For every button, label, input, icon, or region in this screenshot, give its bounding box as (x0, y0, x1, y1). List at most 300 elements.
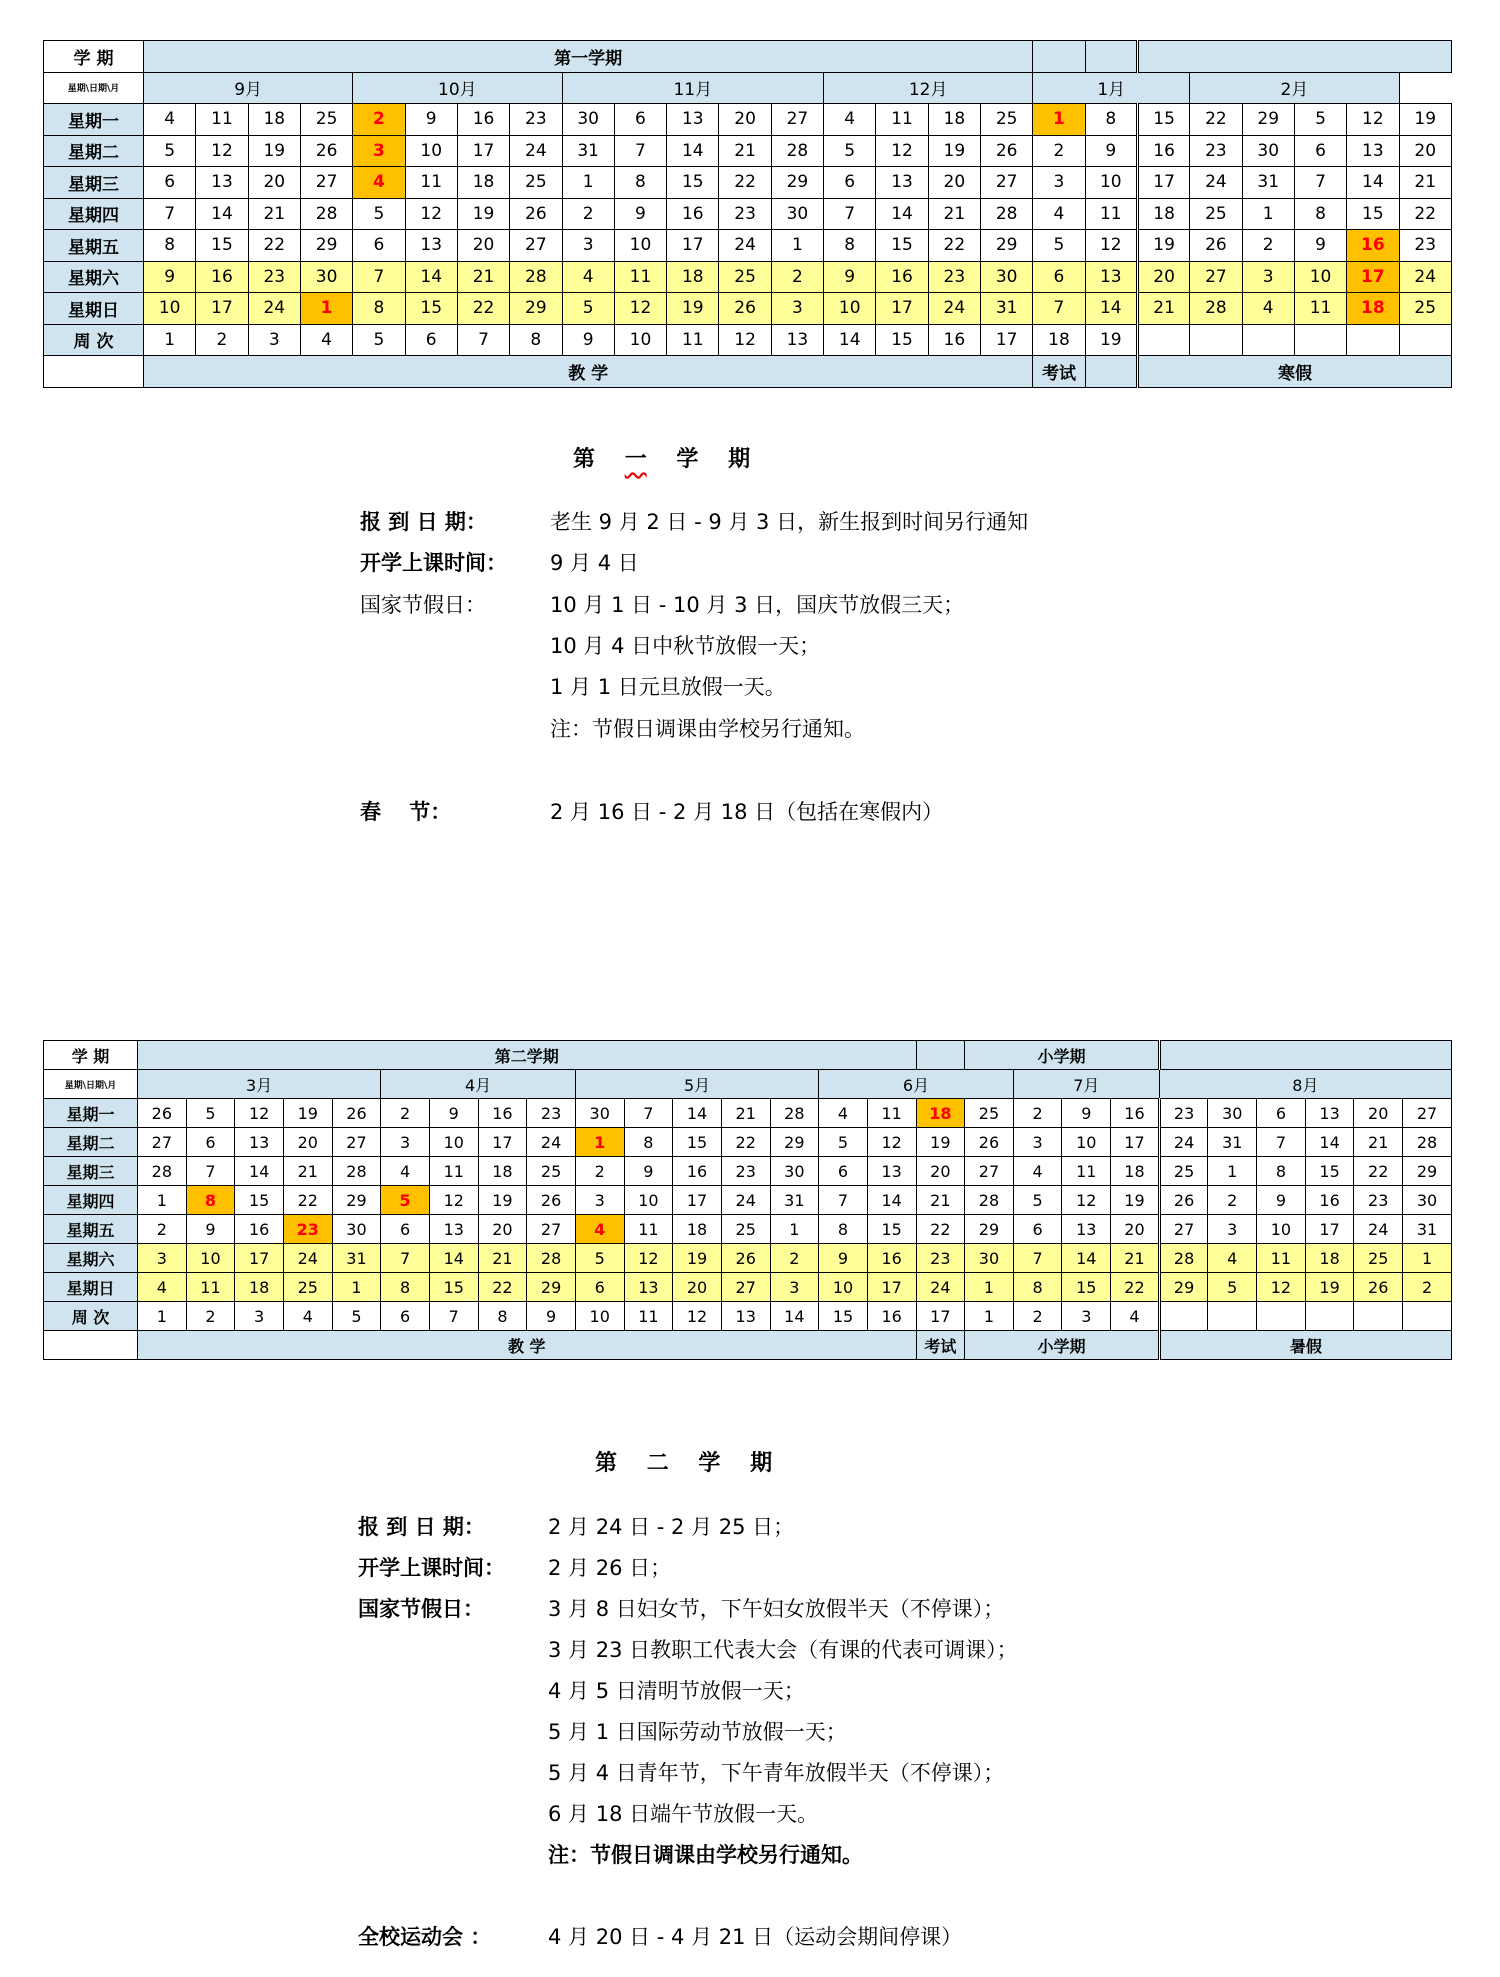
date-cell: 10 (429, 1128, 478, 1157)
date-cell: 28 (138, 1157, 187, 1186)
weekday-label: 星期二 (44, 1128, 138, 1157)
date-cell: 1 (1242, 198, 1294, 230)
date-cell: 13 (196, 167, 248, 199)
date-cell: 4 (144, 104, 196, 136)
header-cell (1137, 41, 1451, 73)
week-label: 周 次 (44, 1302, 138, 1331)
date-cell: 11 (1294, 293, 1346, 325)
date-cell: 29 (1159, 1273, 1208, 1302)
title-char: 二 (646, 1451, 669, 1476)
date-cell: 19 (667, 293, 719, 325)
date-cell: 16 (196, 261, 248, 293)
title-char: 期 (728, 447, 751, 472)
date-cell: 9 (429, 1099, 478, 1128)
date-cell: 18 (235, 1273, 284, 1302)
date-cell: 19 (928, 135, 980, 167)
date-cell: 13 (867, 1157, 916, 1186)
date-cell: 17 (196, 293, 248, 325)
date-cell: 25 (719, 261, 771, 293)
holiday-line: 3 月 23 日教职工代表大会（有课的代表可调课）； (548, 1638, 1018, 1662)
date-cell: 20 (928, 167, 980, 199)
date-cell: 15 (867, 1215, 916, 1244)
date-cell: 14 (667, 135, 719, 167)
header-cell (1159, 1041, 1451, 1070)
date-cell: 3 (353, 135, 405, 167)
date-cell: 21 (1354, 1128, 1403, 1157)
date-cell: 8 (624, 1128, 673, 1157)
date-cell: 26 (1190, 230, 1242, 262)
date-cell: 6 (1033, 261, 1085, 293)
date-cell: 15 (1137, 104, 1189, 136)
date-cell: 22 (928, 230, 980, 262)
date-cell: 31 (770, 1186, 819, 1215)
date-cell: 24 (248, 293, 300, 325)
date-cell: 31 (332, 1244, 381, 1273)
date-cell: 30 (1242, 135, 1294, 167)
week-number-cell: 11 (667, 324, 719, 356)
date-cell: 23 (510, 104, 562, 136)
week-number-cell (1354, 1302, 1403, 1331)
date-cell: 11 (614, 261, 666, 293)
date-cell: 16 (1137, 135, 1189, 167)
date-cell: 25 (721, 1215, 770, 1244)
date-cell: 31 (562, 135, 614, 167)
date-cell: 7 (1257, 1128, 1306, 1157)
date-cell: 25 (300, 104, 352, 136)
date-cell: 23 (916, 1244, 965, 1273)
date-cell: 19 (457, 198, 509, 230)
date-cell: 1 (771, 230, 823, 262)
week-number-cell: 2 (1013, 1302, 1062, 1331)
date-cell: 28 (1190, 293, 1242, 325)
date-cell: 6 (1013, 1215, 1062, 1244)
date-cell: 30 (1208, 1099, 1257, 1128)
date-cell: 20 (248, 167, 300, 199)
footer-cell (44, 1331, 138, 1360)
date-cell: 4 (575, 1215, 624, 1244)
date-cell: 14 (1305, 1128, 1354, 1157)
date-cell: 5 (186, 1099, 235, 1128)
date-cell: 29 (771, 167, 823, 199)
weekday-row (44, 1157, 1452, 1186)
date-cell: 15 (667, 167, 719, 199)
date-cell: 8 (1085, 104, 1137, 136)
short-term-label: 小学期 (965, 1331, 1160, 1360)
date-cell: 12 (867, 1128, 916, 1157)
week-number-cell: 5 (332, 1302, 381, 1331)
date-cell: 13 (1062, 1215, 1111, 1244)
date-cell: 21 (721, 1099, 770, 1128)
date-cell: 13 (1085, 261, 1137, 293)
date-cell: 19 (1111, 1186, 1160, 1215)
week-number-cell (1159, 1302, 1208, 1331)
week-number-cell: 10 (575, 1302, 624, 1331)
date-cell: 9 (405, 104, 457, 136)
date-cell: 25 (510, 167, 562, 199)
date-cell: 10 (1294, 261, 1346, 293)
footer-row (44, 356, 1452, 388)
semester2-title (595, 1446, 772, 1477)
month-label: 10月 (353, 72, 562, 104)
week-number-cell: 9 (527, 1302, 576, 1331)
start-label: 开学上课时间： (360, 551, 507, 575)
date-cell: 21 (457, 261, 509, 293)
date-cell: 6 (824, 167, 876, 199)
date-cell: 11 (624, 1215, 673, 1244)
date-cell: 6 (614, 104, 666, 136)
date-cell: 10 (186, 1244, 235, 1273)
date-cell: 26 (981, 135, 1033, 167)
week-number-cell: 8 (478, 1302, 527, 1331)
date-cell: 22 (1399, 198, 1452, 230)
date-cell: 16 (478, 1099, 527, 1128)
date-cell: 19 (673, 1244, 722, 1273)
date-cell: 30 (575, 1099, 624, 1128)
date-cell: 10 (819, 1273, 868, 1302)
date-cell: 3 (575, 1186, 624, 1215)
week-number-cell: 4 (300, 324, 352, 356)
date-cell: 11 (1062, 1157, 1111, 1186)
date-cell: 2 (1033, 135, 1085, 167)
week-number-cell: 16 (928, 324, 980, 356)
date-cell: 25 (283, 1273, 332, 1302)
date-cell: 10 (624, 1186, 673, 1215)
date-cell: 20 (1111, 1215, 1160, 1244)
week-number-cell (1403, 1302, 1452, 1331)
date-cell: 1 (332, 1273, 381, 1302)
weekday-row (44, 1215, 1452, 1244)
date-cell: 21 (928, 198, 980, 230)
date-cell: 2 (353, 104, 405, 136)
date-cell: 16 (235, 1215, 284, 1244)
date-cell: 30 (965, 1244, 1014, 1273)
date-cell: 13 (235, 1128, 284, 1157)
date-cell: 6 (144, 167, 196, 199)
date-cell: 2 (138, 1215, 187, 1244)
date-cell: 28 (1159, 1244, 1208, 1273)
date-cell: 12 (405, 198, 457, 230)
date-cell: 19 (1137, 230, 1189, 262)
date-cell: 16 (667, 198, 719, 230)
date-cell: 23 (1354, 1186, 1403, 1215)
date-cell: 22 (248, 230, 300, 262)
date-cell: 25 (981, 104, 1033, 136)
date-cell: 29 (510, 293, 562, 325)
date-cell: 18 (928, 104, 980, 136)
date-cell: 4 (824, 104, 876, 136)
date-cell: 8 (824, 230, 876, 262)
start-text: 9 月 4 日 (550, 551, 639, 575)
week-number-cell: 1 (138, 1302, 187, 1331)
date-cell: 3 (770, 1273, 819, 1302)
date-cell: 12 (235, 1099, 284, 1128)
date-cell: 13 (1305, 1099, 1354, 1128)
date-cell: 9 (144, 261, 196, 293)
register-label: 报 到 日 期： (360, 510, 487, 534)
weekday-row (44, 261, 1452, 293)
date-cell: 27 (138, 1128, 187, 1157)
date-cell: 12 (196, 135, 248, 167)
date-cell: 15 (1305, 1157, 1354, 1186)
date-cell: 26 (138, 1099, 187, 1128)
date-cell: 17 (1347, 261, 1399, 293)
date-cell: 24 (1399, 261, 1452, 293)
week-number-cell: 14 (824, 324, 876, 356)
date-cell: 20 (1354, 1099, 1403, 1128)
weekday-label: 星期四 (44, 1186, 138, 1215)
date-cell: 18 (673, 1215, 722, 1244)
date-cell: 23 (1399, 230, 1452, 262)
date-cell: 2 (1403, 1273, 1452, 1302)
date-cell: 9 (824, 261, 876, 293)
date-cell: 11 (186, 1273, 235, 1302)
date-cell: 22 (1190, 104, 1242, 136)
date-cell: 3 (771, 293, 823, 325)
title-char: 第 (573, 447, 596, 472)
date-cell: 30 (300, 261, 352, 293)
week-number-cell: 3 (235, 1302, 284, 1331)
date-cell: 16 (1305, 1186, 1354, 1215)
register-text: 2 月 24 日 - 2 月 25 日； (548, 1515, 795, 1539)
date-cell: 1 (1033, 104, 1085, 136)
week-number-cell: 6 (405, 324, 457, 356)
date-cell: 12 (429, 1186, 478, 1215)
date-cell: 26 (719, 293, 771, 325)
winter-vacation-label: 寒假 (1137, 356, 1451, 388)
date-cell: 1 (1208, 1157, 1257, 1186)
date-cell: 29 (1403, 1157, 1452, 1186)
date-cell: 9 (819, 1244, 868, 1273)
week-number-cell: 13 (721, 1302, 770, 1331)
date-cell: 17 (1111, 1128, 1160, 1157)
weekday-row (44, 230, 1452, 262)
date-cell: 5 (1294, 104, 1346, 136)
date-cell: 20 (1399, 135, 1452, 167)
date-cell: 24 (916, 1273, 965, 1302)
month-label: 2月 (1190, 72, 1399, 104)
date-cell: 6 (819, 1157, 868, 1186)
month-label: 9月 (144, 72, 353, 104)
week-number-cell: 6 (381, 1302, 430, 1331)
date-cell: 13 (667, 104, 719, 136)
date-cell: 20 (478, 1215, 527, 1244)
subheader-label: 星期\日期\月 (44, 1070, 138, 1099)
holiday-line: 3 月 8 日妇女节，下午妇女放假半天（不停课）； (548, 1597, 1005, 1621)
week-number-cell: 12 (673, 1302, 722, 1331)
date-cell: 22 (916, 1215, 965, 1244)
date-cell: 16 (1347, 230, 1399, 262)
date-cell: 29 (770, 1128, 819, 1157)
date-cell: 12 (1062, 1186, 1111, 1215)
holiday-line: 5 月 4 日青年节，下午青年放假半天（不停课）； (548, 1761, 1005, 1785)
week-number-cell: 7 (429, 1302, 478, 1331)
holiday-label: 国家节假日： (360, 593, 486, 617)
date-cell: 7 (186, 1157, 235, 1186)
week-number-cell: 14 (770, 1302, 819, 1331)
weekday-label: 星期五 (44, 1215, 138, 1244)
date-cell: 18 (478, 1157, 527, 1186)
date-cell: 13 (429, 1215, 478, 1244)
date-cell: 9 (624, 1157, 673, 1186)
weekday-label: 星期六 (44, 261, 144, 293)
term-name: 第一学期 (144, 41, 1033, 73)
month-label: 8月 (1159, 1070, 1451, 1099)
month-label: 11月 (562, 72, 824, 104)
week-number-cell (1257, 1302, 1306, 1331)
term-label: 学 期 (44, 41, 144, 73)
date-cell: 8 (1013, 1273, 1062, 1302)
date-cell: 11 (876, 104, 928, 136)
date-cell: 3 (381, 1128, 430, 1157)
sports-meet-label: 全校运动会 ： (358, 1925, 492, 1949)
date-cell: 8 (819, 1215, 868, 1244)
date-cell: 13 (624, 1273, 673, 1302)
date-cell: 18 (667, 261, 719, 293)
semester1-calendar-table (43, 40, 1452, 388)
date-cell: 22 (457, 293, 509, 325)
date-cell: 23 (721, 1157, 770, 1186)
date-cell: 18 (916, 1099, 965, 1128)
date-cell: 14 (867, 1186, 916, 1215)
month-label: 4月 (381, 1070, 576, 1099)
holiday-line: 10 月 4 日中秋节放假一天； (550, 634, 821, 658)
header-cell (1033, 41, 1085, 73)
date-cell: 17 (867, 1273, 916, 1302)
weekday-row (44, 1128, 1452, 1157)
date-cell: 9 (1085, 135, 1137, 167)
month-header-row (44, 1070, 1452, 1099)
date-cell: 19 (478, 1186, 527, 1215)
date-cell: 15 (1062, 1273, 1111, 1302)
date-cell: 24 (510, 135, 562, 167)
date-cell: 18 (1137, 198, 1189, 230)
week-number-cell: 1 (965, 1302, 1014, 1331)
date-cell: 18 (1347, 293, 1399, 325)
date-cell: 4 (1208, 1244, 1257, 1273)
date-cell: 7 (1033, 293, 1085, 325)
weekday-label: 星期三 (44, 167, 144, 199)
date-cell: 27 (527, 1215, 576, 1244)
date-cell: 12 (1347, 104, 1399, 136)
date-cell: 14 (405, 261, 457, 293)
holiday-note: 注：节假日调课由学校另行通知。 (548, 1843, 863, 1867)
weekday-row (44, 1244, 1452, 1273)
date-cell: 5 (819, 1128, 868, 1157)
header-cell (916, 1041, 965, 1070)
term-header-row (44, 1041, 1452, 1070)
title-char: 第 (595, 1451, 618, 1476)
date-cell: 22 (721, 1128, 770, 1157)
date-cell: 27 (1159, 1215, 1208, 1244)
date-cell: 5 (381, 1186, 430, 1215)
week-number-cell: 13 (771, 324, 823, 356)
week-number-cell (1347, 324, 1399, 356)
date-cell: 17 (1305, 1215, 1354, 1244)
week-number-cell: 4 (1111, 1302, 1160, 1331)
header-cell (1085, 41, 1137, 73)
date-cell: 9 (1257, 1186, 1306, 1215)
term-label: 学 期 (44, 1041, 138, 1070)
date-cell: 27 (721, 1273, 770, 1302)
weekday-row (44, 1099, 1452, 1128)
holiday-line: 6 月 18 日端午节放假一天。 (548, 1802, 819, 1826)
exam-label: 考试 (1033, 356, 1085, 388)
date-cell: 15 (196, 230, 248, 262)
month-label: 6月 (819, 1070, 1014, 1099)
date-cell: 14 (196, 198, 248, 230)
date-cell: 26 (965, 1128, 1014, 1157)
date-cell: 21 (1399, 167, 1452, 199)
date-cell: 24 (527, 1128, 576, 1157)
week-row (44, 324, 1452, 356)
weekday-label: 星期五 (44, 230, 144, 262)
date-cell: 11 (1085, 198, 1137, 230)
week-number-cell (1242, 324, 1294, 356)
date-cell: 7 (614, 135, 666, 167)
weekday-row (44, 104, 1452, 136)
date-cell: 29 (1242, 104, 1294, 136)
week-number-cell: 15 (876, 324, 928, 356)
date-cell: 28 (527, 1244, 576, 1273)
date-cell: 21 (248, 198, 300, 230)
date-cell: 5 (562, 293, 614, 325)
date-cell: 4 (562, 261, 614, 293)
month-label: 1月 (1033, 72, 1190, 104)
date-cell: 5 (353, 198, 405, 230)
date-cell: 31 (1208, 1128, 1257, 1157)
date-cell: 20 (283, 1128, 332, 1157)
weekday-label: 星期日 (44, 1273, 138, 1302)
month-label: 7月 (1013, 1070, 1159, 1099)
date-cell: 30 (332, 1215, 381, 1244)
week-number-cell (1305, 1302, 1354, 1331)
title-char: 期 (750, 1451, 773, 1476)
date-cell: 2 (1013, 1099, 1062, 1128)
date-cell: 2 (562, 198, 614, 230)
date-cell: 12 (876, 135, 928, 167)
date-cell: 2 (575, 1157, 624, 1186)
short-term-name: 小学期 (965, 1041, 1160, 1070)
date-cell: 26 (510, 198, 562, 230)
date-cell: 27 (332, 1128, 381, 1157)
weekday-label: 星期三 (44, 1157, 138, 1186)
date-cell: 28 (510, 261, 562, 293)
date-cell: 19 (1305, 1273, 1354, 1302)
date-cell: 5 (144, 135, 196, 167)
date-cell: 20 (673, 1273, 722, 1302)
date-cell: 10 (144, 293, 196, 325)
date-cell: 21 (916, 1186, 965, 1215)
date-cell: 21 (478, 1244, 527, 1273)
date-cell: 23 (719, 198, 771, 230)
weekday-row (44, 135, 1452, 167)
date-cell: 4 (1033, 198, 1085, 230)
date-cell: 25 (1354, 1244, 1403, 1273)
date-cell: 17 (235, 1244, 284, 1273)
date-cell: 31 (981, 293, 1033, 325)
month-label: 3月 (138, 1070, 381, 1099)
date-cell: 25 (965, 1099, 1014, 1128)
week-number-cell (1399, 324, 1452, 356)
date-cell: 9 (614, 198, 666, 230)
date-cell: 28 (770, 1099, 819, 1128)
date-cell: 17 (457, 135, 509, 167)
date-cell: 29 (965, 1215, 1014, 1244)
date-cell: 8 (1294, 198, 1346, 230)
holiday-line: 1 月 1 日元旦放假一天。 (550, 675, 786, 699)
date-cell: 3 (562, 230, 614, 262)
sports-meet-text: 4 月 20 日 - 4 月 21 日（运动会期间停课） (548, 1925, 963, 1949)
